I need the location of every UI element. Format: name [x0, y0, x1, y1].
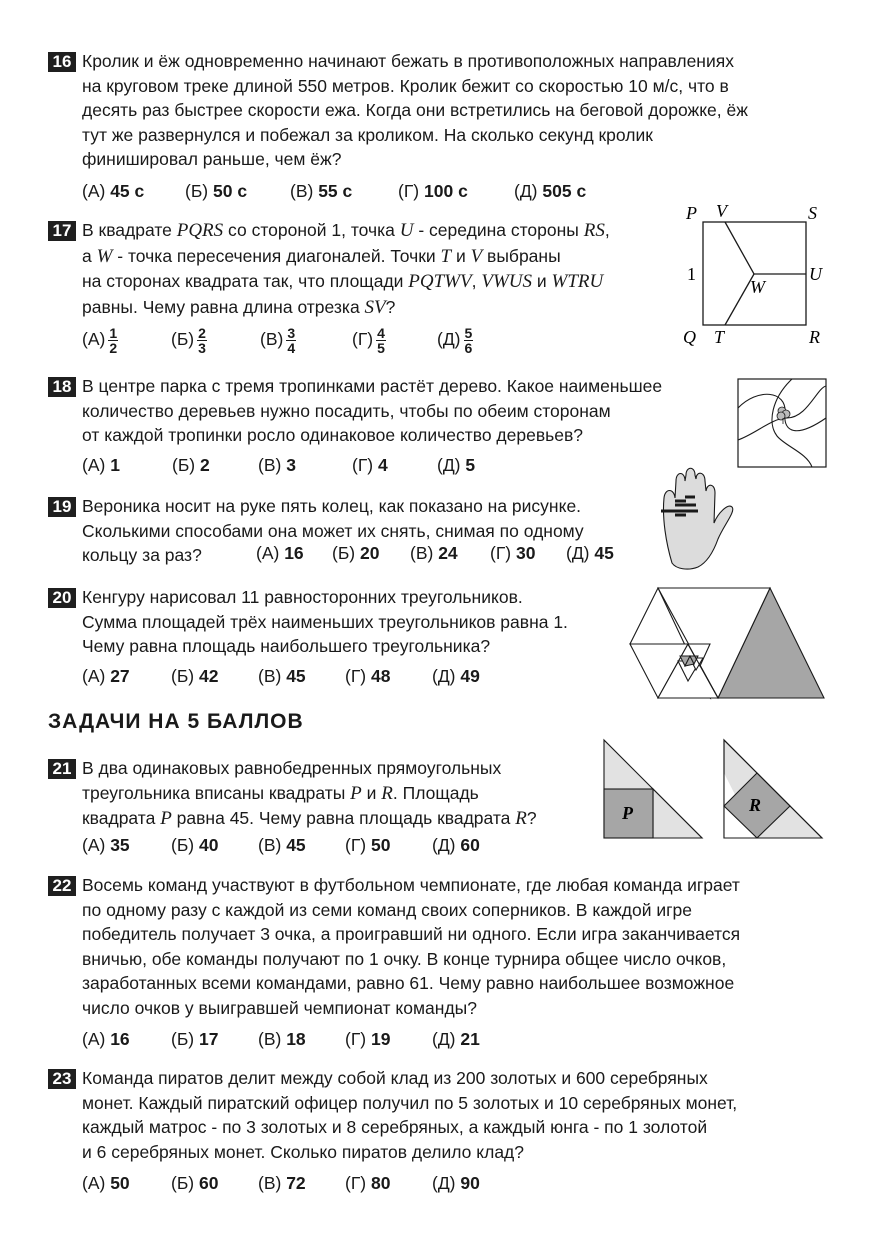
option-a[interactable]: (А) 50 — [82, 1173, 130, 1193]
label-r: R — [809, 327, 820, 347]
text-line: монет. Каждый пиратский офицер получил по 5 золотых и 10 серебряных монет, — [82, 1092, 738, 1113]
problem-text — [82, 756, 537, 832]
problem-number: 22 — [48, 876, 76, 896]
option-a[interactable]: (А) 35 — [82, 835, 130, 855]
text-line: Сумма площадей трёх наименьших треугольников равна 1. — [82, 611, 568, 632]
problem-text — [82, 1066, 737, 1164]
inscribed-squares-figure — [602, 738, 830, 840]
option-e[interactable]: (Д) 505 с — [514, 181, 587, 201]
problem-number: 23 — [48, 1069, 76, 1089]
option-b[interactable]: (Б) 50 с — [185, 181, 248, 201]
option-e[interactable]: (Д) 5 — [437, 455, 476, 475]
text-line: кольцу за раз? — [82, 545, 202, 565]
text-line: Кенгуру нарисовал 11 равносторонних треугольников. — [82, 587, 523, 607]
text-line: треугольника вписаны квадраты P и R. Площадь — [82, 782, 479, 804]
text-line: каждый матрос - по 3 золотых и 8 серебряных, а каждый юнга - по 1 золотой — [82, 1117, 708, 1137]
text-line: Команда пиратов делит между собой клад из 200 золотых и 600 серебряных — [82, 1068, 708, 1088]
option-d[interactable]: (Г) 80 — [345, 1173, 391, 1193]
text-line: равны. Чему равна длина отрезка SV? — [82, 296, 396, 318]
text-line: В два одинаковых равнобедренных прямоугольных — [82, 758, 502, 778]
label-v: V — [716, 201, 727, 221]
text-line: тут же развернулся и побежал за кроликом. На сколько секунд кролик — [82, 124, 653, 145]
label-p: P — [622, 803, 633, 823]
option-d[interactable]: (Г) $\frac{4}{5}$ — [352, 325, 385, 356]
option-b[interactable]: (Б) 2 — [172, 455, 210, 475]
label-w: W — [750, 277, 765, 297]
label-p: P — [686, 203, 697, 223]
text-line: и 6 серебряных монет. Сколько пиратов делило клад? — [82, 1141, 525, 1162]
text-line: финишировал раньше, чем ёж? — [82, 149, 342, 169]
option-c[interactable]: (В) 3 — [258, 455, 296, 475]
option-e[interactable]: (Д) 21 — [432, 1029, 480, 1049]
problem-text — [82, 873, 740, 1020]
text-line: Восемь команд участвуют в футбольном чемпионате, где любая команда играет — [82, 875, 740, 895]
text-line: количество деревьев нужно посадить, чтобы по обеим сторонам — [82, 400, 611, 421]
option-c[interactable]: (В) 24 — [410, 543, 458, 563]
text-line: десять раз быстрее скорости ежа. Когда они встретились на беговой дорожке, ёж — [82, 100, 748, 120]
option-a[interactable]: (А) 1 — [82, 455, 120, 475]
triangle-left-corner — [653, 789, 702, 838]
problem-text — [82, 218, 610, 320]
tree-icon — [777, 412, 785, 420]
option-b[interactable]: (Б) $\frac{2}{3}$ — [171, 325, 206, 356]
option-d[interactable]: (Г) 50 — [345, 835, 391, 855]
option-e[interactable]: (Д) $\frac{5}{6}$ — [437, 325, 473, 356]
label-side: 1 — [687, 264, 696, 284]
text-line: Сколькими способами она может их снять, снимая по одному — [82, 520, 584, 541]
option-c[interactable]: (В) 55 с — [290, 181, 353, 201]
problem-number: 16 — [48, 52, 76, 72]
option-d[interactable]: (Г) 48 — [345, 666, 391, 686]
option-a[interactable]: (А) 45 с — [82, 181, 145, 201]
label-t: T — [714, 327, 725, 347]
option-e[interactable]: (Д) 45 — [566, 543, 614, 563]
label-s: S — [808, 203, 817, 223]
text-line: заработанных всеми командами, равно 61. Чему равно наибольшее возможное — [82, 973, 735, 993]
option-a[interactable]: (А) $\frac{1}{2}$ — [82, 325, 118, 356]
option-b[interactable]: (Б) 17 — [171, 1029, 219, 1049]
text-line: на круговом треке длиной 550 метров. Кролик бежит со скоростью 10 м/с, что в — [82, 75, 729, 96]
option-e[interactable]: (Д) 49 — [432, 666, 480, 686]
option-a[interactable]: (А) 16 — [82, 1029, 130, 1049]
text-line: по одному разу с каждой из семи команд своих соперников. В каждой игре — [82, 899, 693, 920]
text-line: В центре парка с тремя тропинками растёт дерево. Какое наименьшее — [82, 376, 663, 396]
option-c[interactable]: (В) 72 — [258, 1173, 306, 1193]
section-title: ЗАДАЧИ НА 5 БАЛЛОВ — [48, 710, 304, 733]
triangles-figure — [628, 586, 828, 700]
option-d[interactable]: (Г) 4 — [352, 455, 388, 475]
option-e[interactable]: (Д) 60 — [432, 835, 480, 855]
hand-icon — [663, 468, 732, 569]
option-d[interactable]: (Г) 30 — [490, 543, 536, 563]
label-u: U — [809, 264, 822, 284]
option-b[interactable]: (Б) 40 — [171, 835, 219, 855]
option-b[interactable]: (Б) 42 — [171, 666, 219, 686]
park-figure — [737, 378, 827, 468]
option-c[interactable]: (В) 45 — [258, 835, 306, 855]
problem-text — [82, 49, 748, 172]
option-c[interactable]: (В) 18 — [258, 1029, 306, 1049]
text-line: на сторонах квадрата так, что площади PQTWV, VWUS и WTRU — [82, 271, 604, 292]
square-figure — [678, 198, 828, 348]
option-b[interactable]: (Б) 60 — [171, 1173, 219, 1193]
text-line: В квадрате PQRS со стороной 1, точка U - середина стороны RS, — [82, 220, 610, 241]
text-line: число очков у выигравшей чемпионат команды? — [82, 997, 477, 1018]
text-line: Чему равна площадь наибольшего треугольника? — [82, 636, 491, 656]
option-c[interactable]: (В) 45 — [258, 666, 306, 686]
problem-number: 17 — [48, 221, 76, 241]
option-d[interactable]: (Г) 19 — [345, 1029, 391, 1049]
problem-text — [82, 585, 568, 659]
option-a[interactable]: (А) 27 — [82, 666, 130, 686]
option-d[interactable]: (Г) 100 с — [398, 181, 468, 201]
text-line: а W - точка пересечения диагоналей. Точки T и V выбраны — [82, 245, 561, 267]
option-c[interactable]: (В) $\frac{3}{4}$ — [260, 325, 296, 356]
problem-number: 20 — [48, 588, 76, 608]
park-border — [738, 379, 826, 467]
problem-number: 18 — [48, 377, 76, 397]
text-line: победитель получает 3 очка, а проигравший ни одного. Если игра заканчивается — [82, 924, 741, 944]
label-q: Q — [683, 327, 696, 347]
option-a[interactable]: (А) 16 — [256, 543, 304, 563]
label-r: R — [749, 795, 762, 815]
problem-number: 19 — [48, 497, 76, 517]
problem-number: 21 — [48, 759, 76, 779]
text-line: вничью, обе команды получают по 1 очку. В конце турнира общее число очков, — [82, 948, 727, 969]
problem-text — [82, 374, 662, 448]
option-e[interactable]: (Д) 90 — [432, 1173, 480, 1193]
text-line: от каждой тропинки росло одинаковое количество деревьев? — [82, 425, 584, 445]
text-line: Кролик и ёж одновременно начинают бежать в противоположных направлениях — [82, 51, 734, 71]
hand-figure — [658, 463, 738, 571]
option-b[interactable]: (Б) 20 — [332, 543, 380, 563]
text-line: Вероника носит на руке пять колец, как показано на рисунке. — [82, 496, 582, 516]
text-line: квадрата P равна 45. Чему равна площадь квадрата R? — [82, 808, 537, 829]
